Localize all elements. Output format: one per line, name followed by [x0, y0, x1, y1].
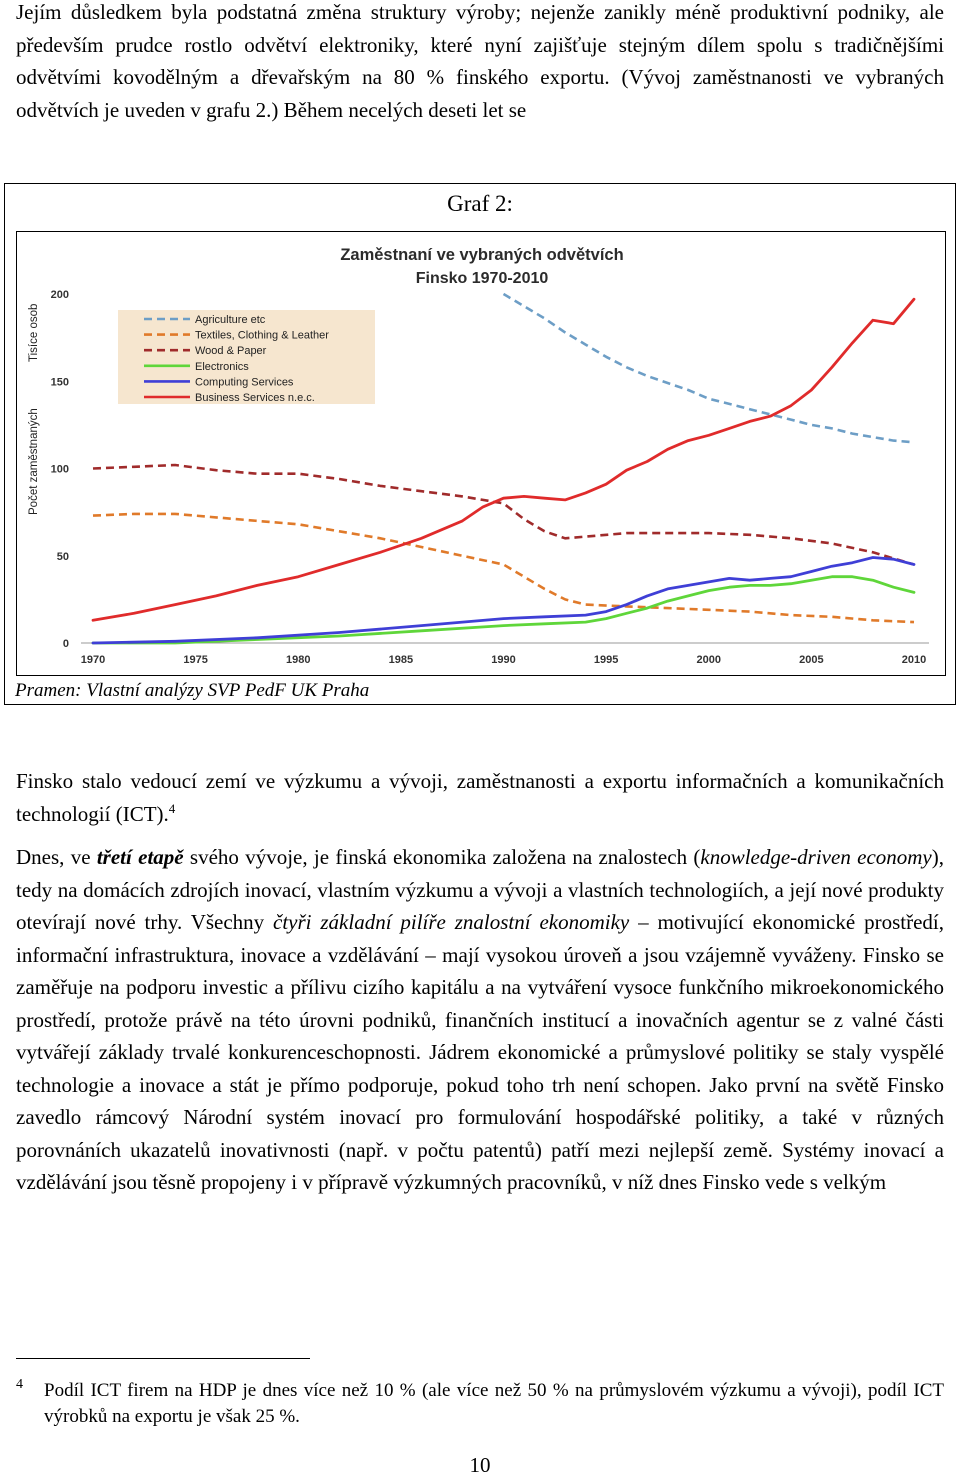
intro-text: Jejím důsledkem byla podstatná změna struktury výroby; nejenže zanikly méně produktivní podniky, ale především prudce rostlo odvětví elektroniky, které nyní zajišťuje stejným dílem spolu s tradičnějšími odvětvími kovodělným a dřevařským na 80 % finského exportu. (Vývoj zaměstnanosti ve vybraných odvětvích je uveden v grafu 2.) Během necelých deseti let se: [16, 0, 944, 122]
x-tick-2005: 2005: [799, 654, 824, 666]
y-tick-0: 0: [62, 638, 69, 650]
y-tick-150: 150: [50, 376, 69, 389]
figure-graph-2: [4, 183, 956, 705]
x-tick-1980: 1980: [286, 654, 311, 666]
footnote-text: Podíl ICT firem na HDP je dnes více než 10 % (ale více než 50 % na průmyslovém výzkumu a vývoji), podíl ICT výrobků na exportu je však 25 %.: [44, 1380, 944, 1427]
x-tick-2010: 2010: [901, 654, 927, 666]
y-tick-200: 200: [50, 289, 69, 301]
y-tick-50: 50: [56, 550, 69, 563]
chart-subtitle: Finsko 1970-2010: [415, 270, 549, 287]
legend-label-4: Computing Services: [195, 376, 294, 389]
chart-ylabel-top: Tisíce osob: [28, 303, 40, 362]
paragraph-ict: [16, 765, 944, 830]
x-tick-1985: 1985: [388, 654, 414, 666]
footnote-divider: [16, 1358, 310, 1359]
intro-paragraph: [16, 0, 944, 126]
chart-ylabel-bottom: Počet zaměstnaných: [28, 408, 40, 515]
p3-emph-third-stage: třetí etapě: [96, 845, 184, 869]
x-tick-2000: 2000: [696, 654, 721, 666]
figure-source: Pramen: Vlastní analýzy SVP PedF UK Praha: [15, 680, 370, 701]
y-tick-100: 100: [50, 463, 69, 476]
x-tick-1990: 1990: [491, 654, 516, 666]
legend-label-3: Electronics: [195, 360, 249, 373]
p3-emph-four-pillars: čtyři základní pilíře znalostní ekonomiky: [273, 910, 630, 934]
p3-text-3: ), tedy na domácích zdrojích inovací, vlastním výzkumu a vývoji a vlastních technologiích, a její nové produkty otevírají nové trhy. Všechny: [16, 845, 944, 934]
legend-label-5: Business Services n.e.c.: [195, 392, 315, 404]
footnote-ref: 4: [168, 800, 176, 816]
chart-image: [16, 231, 946, 676]
legend-label-1: Textiles, Clothing & Leather: [195, 329, 329, 342]
page-number: 10: [469, 1453, 491, 1477]
paragraph-ict-text: Finsko stalo vedoucí zemí ve výzkumu a vývoji, zaměstnanosti a exportu informačních a komunikačních technologií (ICT).: [16, 769, 944, 826]
legend-label-0: Agriculture etc: [195, 314, 266, 326]
legend-label-2: Wood & Paper: [195, 345, 267, 358]
paragraph-third-stage: [16, 841, 944, 1199]
figure-title: Graf 2:: [447, 191, 513, 216]
x-tick-1995: 1995: [593, 654, 619, 666]
footnote-number: 4: [16, 1377, 23, 1392]
p3-text-2: svého vývoje, je finská ekonomika založena na znalostech (: [183, 845, 701, 869]
x-tick-labels: [81, 654, 926, 666]
x-tick-1975: 1975: [183, 654, 208, 666]
chart-svg: [17, 232, 945, 675]
p3-emph-knowledge-economy: knowledge-driven economy: [700, 845, 932, 869]
p3-text-1: Dnes, ve: [16, 845, 97, 869]
x-tick-1970: 1970: [80, 654, 106, 666]
p3-text-4: – motivující ekonomické prostředí, informační infrastruktura, inovace a vzdělávání – mají vysokou úroveň a jsou vzájemně vyváženy. Finsko se zaměřuje na podporu investic a přílivu cizího kapitálu a na vytváření vysoce funkčního mikroekonomického prostředí, protože právě na této úrovni podniků, finančních institucí a inovačních agentur se z valné části vytvářejí základy trvalé konkurenceschopnosti. Jádrem ekonomické a průmyslové politiky se staly vyspělé technologie a inovace a stát je přímo podporuje, pokud toho trh není schopen. Jako první na světě Finsko zavedlo rámcový Národní systém inovací pro formulování hospodářské politiky, a také v různých porovnáních ukazatelů inovativnosti (např. v počtu patentů) patří mezi nejlepší země. Systémy inovací a vzdělávání jsou těsně propojeny i v přípravě výzkumných pracovníků, v níž dnes Finsko vede s velkým: [16, 910, 945, 1194]
chart-title: Zaměstnaní ve vybraných odvětvích: [340, 246, 624, 264]
